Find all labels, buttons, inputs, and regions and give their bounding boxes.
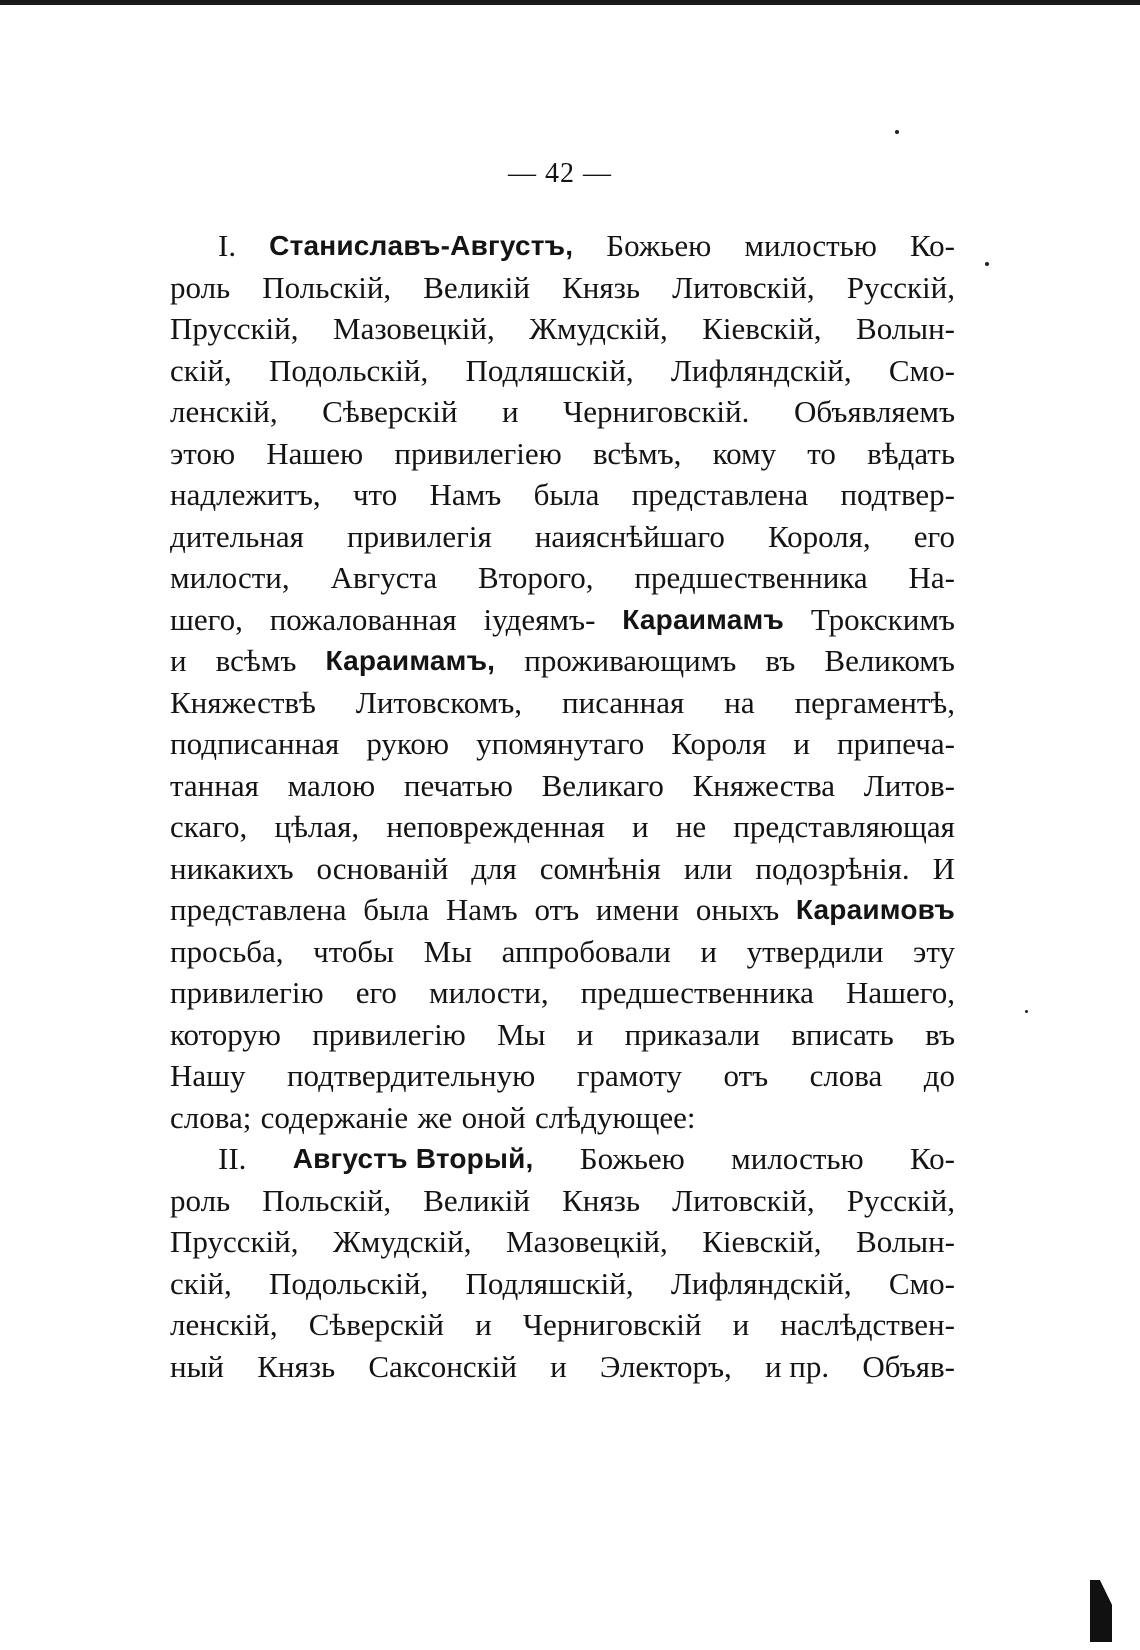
- top-rule: [0, 0, 1140, 5]
- word: Жмудскій,: [333, 1224, 472, 1259]
- word: въ: [765, 643, 796, 678]
- word: не: [675, 809, 707, 844]
- text-line: [170, 889, 955, 931]
- word: роль: [170, 269, 231, 305]
- word: Польскій,: [262, 1182, 392, 1218]
- word: ленскій,: [170, 394, 278, 429]
- word: предшественника: [634, 560, 868, 595]
- word: оныхъ: [695, 892, 780, 927]
- word: Сѣверскій: [322, 394, 458, 429]
- text-line: [170, 474, 955, 516]
- word: Великаго: [541, 767, 664, 803]
- word: въ: [925, 1016, 955, 1052]
- word: подписанная: [170, 726, 340, 761]
- text-line: [170, 972, 955, 1014]
- word: подозрѣнія.: [755, 850, 910, 886]
- word: основаній: [316, 850, 449, 886]
- word: и: [170, 643, 187, 678]
- word: привилегія: [346, 518, 492, 554]
- word: Великій: [423, 1182, 531, 1218]
- word: Нашею: [266, 435, 364, 471]
- word: Божьею: [579, 1141, 685, 1176]
- word: привилегію: [170, 975, 324, 1010]
- word: На-: [908, 560, 955, 595]
- word: привилегіею: [394, 435, 562, 471]
- scan-corner-mark: [1090, 1580, 1112, 1642]
- word: ленскій,: [170, 1307, 278, 1342]
- word: дительная: [170, 518, 304, 554]
- word: и: [631, 809, 649, 844]
- word: Кіевскій,: [702, 311, 822, 346]
- word: же: [417, 1099, 453, 1135]
- word: наслѣдствен-: [780, 1307, 955, 1342]
- text-line: [170, 350, 955, 392]
- bold-term: Караимовъ: [795, 894, 955, 925]
- word: содержаніе: [260, 1099, 409, 1135]
- word: и: [732, 1307, 750, 1342]
- word: просьба,: [170, 933, 284, 969]
- word: Сѣверскій: [308, 1307, 444, 1342]
- word: Ко-: [910, 228, 955, 263]
- bold-term: Караимамъ,: [325, 645, 496, 676]
- word: Литовскій,: [672, 1182, 815, 1218]
- word: скій,: [170, 352, 232, 388]
- word: и: [576, 1016, 594, 1052]
- text-line: [170, 1138, 955, 1180]
- word: оной: [461, 1099, 526, 1135]
- text-line: [170, 1097, 955, 1139]
- word: всѣмъ: [215, 643, 297, 678]
- word: Нашу: [170, 1058, 246, 1093]
- word: Кіевскій,: [702, 1224, 822, 1259]
- word: Электоръ,: [599, 1348, 732, 1384]
- word: скій,: [170, 1265, 232, 1301]
- text-line: [170, 1180, 955, 1222]
- word: Черниговскій: [522, 1307, 702, 1342]
- word: танная: [170, 767, 259, 803]
- word: писанная: [562, 684, 685, 720]
- word: Подляшскій,: [465, 352, 634, 388]
- word: представлена: [631, 477, 809, 512]
- word: скаго,: [170, 809, 248, 844]
- word: утвердили: [746, 933, 884, 969]
- text-line: [170, 806, 955, 848]
- word: проживающимъ: [524, 643, 737, 678]
- text-line: [170, 1346, 955, 1388]
- word: его: [913, 518, 955, 554]
- word: которую: [170, 1016, 281, 1052]
- word: слова: [809, 1058, 883, 1093]
- text-line: [170, 848, 955, 890]
- word: Трокскимъ: [810, 601, 955, 637]
- word: этою: [170, 435, 236, 471]
- word: роль: [170, 1182, 231, 1218]
- word: наияснѣйшаго: [534, 518, 725, 554]
- word: іудеямъ-: [483, 601, 596, 637]
- word: вѣдать: [867, 435, 955, 471]
- word: Литов-: [863, 767, 955, 803]
- text-line: [170, 723, 955, 765]
- word: или: [683, 850, 733, 886]
- word: и: [700, 933, 718, 969]
- word: всѣмъ,: [592, 435, 682, 471]
- word: Короля,: [767, 518, 871, 554]
- text-line: [170, 1263, 955, 1305]
- bold-term: Караимамъ: [622, 603, 784, 635]
- word: приказали: [624, 1016, 760, 1052]
- word: была: [533, 477, 600, 512]
- word: Русскій,: [846, 1182, 955, 1218]
- word: для: [471, 850, 517, 886]
- word: Князь: [257, 1348, 336, 1384]
- scan-speck: [1025, 1010, 1028, 1013]
- word: на: [724, 684, 755, 720]
- bold-term: Станиславъ-Августъ,: [269, 230, 574, 261]
- word: Литовскій,: [672, 269, 815, 305]
- word: надлежитъ,: [170, 477, 321, 512]
- word: привилегію: [312, 1016, 466, 1052]
- word: милостью: [744, 228, 877, 263]
- word: ный: [170, 1348, 225, 1384]
- text-line: [170, 1221, 955, 1263]
- word: Мазовецкій,: [333, 311, 495, 346]
- word: пергаментѣ,: [794, 684, 955, 720]
- word: упомянутаго: [476, 726, 645, 761]
- word: И: [932, 850, 955, 886]
- word: шего,: [170, 601, 243, 637]
- word: Княжествѣ: [170, 684, 316, 720]
- word: Саксонскій: [368, 1348, 517, 1384]
- word: Смо-: [888, 352, 955, 388]
- word: Подольскій,: [269, 1265, 429, 1301]
- word: Великомъ: [824, 643, 955, 678]
- text-line: [170, 267, 955, 309]
- word: Нашего,: [846, 975, 955, 1010]
- word: что: [352, 477, 398, 512]
- word: слова;: [170, 1099, 252, 1135]
- word: рукою: [366, 726, 450, 761]
- word: и: [475, 1307, 492, 1342]
- word: Князь: [562, 1182, 641, 1218]
- word: Мы: [423, 933, 473, 969]
- word: Намъ: [445, 892, 518, 927]
- word: Литовскомъ,: [355, 684, 523, 720]
- word: Княжества: [692, 767, 835, 803]
- text-line: [170, 1304, 955, 1346]
- word: его: [355, 975, 397, 1010]
- word: отъ: [534, 892, 580, 927]
- text-line: [170, 516, 955, 558]
- text-line: [170, 682, 955, 724]
- word: припеча-: [837, 726, 955, 761]
- word: отъ: [723, 1058, 769, 1093]
- word: неповрежденная: [386, 809, 605, 844]
- text-line: [170, 308, 955, 350]
- word: II.: [218, 1141, 247, 1176]
- word: предшественника: [580, 975, 814, 1010]
- word: Черниговскій.: [563, 394, 750, 429]
- scan-speck: [895, 130, 899, 134]
- text-line: [170, 1014, 955, 1056]
- word: слѣдующее:: [535, 1099, 696, 1135]
- word: эту: [913, 933, 955, 969]
- word: подтвер-: [840, 477, 955, 512]
- word: Мазовецкій,: [506, 1224, 668, 1259]
- word: милости,: [170, 560, 290, 595]
- word: Волын-: [856, 1224, 955, 1259]
- word: Великій: [423, 269, 531, 305]
- word: Мы: [497, 1016, 546, 1052]
- word: Объяв-: [862, 1348, 955, 1384]
- scan-speck: [985, 262, 989, 266]
- text-line: [170, 1055, 955, 1097]
- word: никакихъ: [170, 850, 294, 886]
- word: Подляшскій,: [465, 1265, 634, 1301]
- text-line: [170, 765, 955, 807]
- word: милостью: [731, 1141, 864, 1176]
- word: милости,: [428, 975, 549, 1010]
- bold-term: Августъ Вторый,: [292, 1143, 534, 1174]
- word: Волын-: [856, 311, 955, 346]
- word: малою: [287, 767, 376, 803]
- word: цѣлая,: [274, 809, 360, 844]
- word: чтобы: [313, 933, 395, 969]
- word: Прусскій,: [170, 1224, 299, 1259]
- word: и пр.: [764, 1348, 830, 1384]
- word: Подольскій,: [269, 352, 429, 388]
- word: представляющая: [733, 809, 955, 844]
- word: грамоту: [576, 1058, 683, 1093]
- word: Лифляндскій,: [670, 1265, 852, 1301]
- word: Ко-: [910, 1141, 955, 1176]
- text-line: [170, 931, 955, 973]
- word: пожалованная: [269, 601, 457, 637]
- word: кому: [712, 435, 777, 471]
- word: имени: [595, 892, 680, 927]
- text-line: [170, 391, 955, 433]
- word: I.: [218, 228, 237, 263]
- word: вписать: [791, 1016, 894, 1052]
- word: и: [501, 394, 519, 429]
- text-line: [170, 557, 955, 599]
- word: Лифляндскій,: [670, 352, 852, 388]
- text-line: [170, 225, 955, 267]
- text-line: [170, 599, 955, 641]
- word: и: [550, 1348, 567, 1384]
- word: была: [363, 892, 430, 927]
- word: и: [793, 726, 810, 761]
- body-text: [170, 225, 955, 1387]
- word: аппробовали: [501, 933, 671, 969]
- word: сомнѣнія: [539, 850, 661, 886]
- word: Намъ: [429, 477, 502, 512]
- word: Божьею: [606, 228, 712, 263]
- word: Второго,: [478, 560, 594, 595]
- word: подтвердительную: [286, 1058, 536, 1093]
- word: Короля: [671, 726, 767, 761]
- word: Князь: [562, 269, 641, 305]
- word: Смо-: [888, 1265, 955, 1301]
- word: Объявляемъ: [793, 394, 955, 429]
- text-line: [170, 640, 955, 682]
- text-line: [170, 433, 955, 475]
- page-number: — 42 —: [508, 158, 612, 189]
- word: Польскій,: [262, 269, 392, 305]
- word: до: [923, 1058, 955, 1093]
- word: Жмудскій,: [529, 311, 668, 346]
- word: печатью: [403, 767, 513, 803]
- word: представлена: [170, 892, 347, 927]
- word: Русскій,: [846, 269, 955, 305]
- word: Прусскій,: [170, 311, 299, 346]
- word: Августа: [330, 560, 438, 595]
- word: то: [807, 435, 836, 471]
